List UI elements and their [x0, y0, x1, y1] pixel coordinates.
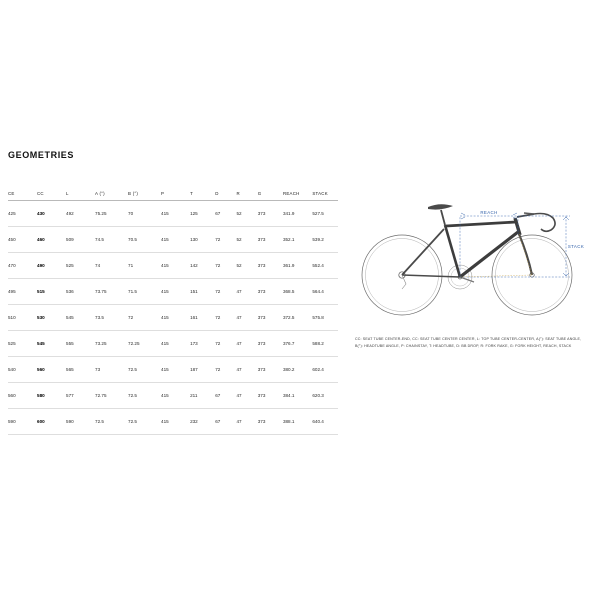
table-cell: 415 [161, 315, 169, 320]
table-cell: 540 [8, 367, 16, 372]
table-cell: 67 [215, 211, 221, 216]
table-cell: 470 [8, 263, 16, 268]
table-cell: 67 [215, 393, 221, 398]
handlebar-icon [534, 214, 555, 232]
table-cell: 575.8 [312, 315, 324, 320]
table-cell: 539.2 [312, 237, 324, 242]
table-cell: 72.25 [128, 341, 140, 346]
table-cell: 415 [161, 289, 169, 294]
table-cell: 415 [161, 263, 169, 268]
table-cell: 161 [190, 315, 198, 320]
table-body [8, 201, 338, 435]
column-header: REACH [283, 186, 312, 201]
table-cell: 72 [128, 315, 134, 320]
table-cell: 70.5 [128, 237, 137, 242]
table-cell: 373 [257, 289, 266, 294]
table-cell: 67 [215, 419, 221, 424]
table-cell: 495 [8, 289, 16, 294]
table-cell: 509 [66, 237, 74, 242]
table-row [8, 357, 338, 383]
table-cell: 525 [8, 341, 16, 346]
table-cell: 536 [66, 289, 74, 294]
table-cell: 47 [236, 289, 242, 294]
table-cell: 425 [8, 211, 16, 216]
table-cell: 490 [37, 263, 45, 268]
stem-icon [517, 214, 534, 217]
table-cell: 47 [236, 367, 242, 372]
table-cell: 545 [66, 315, 74, 320]
table-row [8, 383, 338, 409]
table-row [8, 279, 338, 305]
table-cell: 47 [236, 315, 242, 320]
table-cell: 72 [215, 289, 221, 294]
table-header-row [8, 186, 338, 201]
column-header: T [190, 186, 215, 201]
table-cell: 600 [37, 419, 45, 424]
table-cell: 577 [66, 393, 74, 398]
column-header: CE [8, 186, 37, 201]
table-cell: 602.4 [312, 367, 324, 372]
table-cell: 588.2 [312, 341, 324, 346]
table-cell: 72 [215, 237, 221, 242]
table-cell: 373 [257, 419, 266, 424]
table-cell: 72 [215, 367, 221, 372]
table-cell: 373 [257, 237, 266, 242]
table-cell: 130 [190, 237, 198, 242]
table-cell: 560 [37, 367, 45, 372]
table-cell: 415 [161, 419, 169, 424]
table-cell: 380.2 [282, 367, 295, 372]
table-row [8, 253, 338, 279]
table-cell: 73.75 [95, 289, 107, 294]
table-cell: 384.1 [282, 393, 295, 398]
table-cell: 74.5 [95, 237, 104, 242]
saddle-icon [428, 204, 453, 209]
table-cell: 187 [190, 367, 198, 372]
table-cell: 71.5 [128, 289, 137, 294]
seat-tube-icon [445, 225, 460, 277]
down-tube-icon [460, 232, 518, 277]
column-header: L [66, 186, 95, 201]
table-cell: 47 [236, 419, 242, 424]
bike-drawing-svg [348, 172, 594, 322]
table-cell: 460 [37, 237, 45, 242]
table-cell: 492 [66, 211, 74, 216]
table-cell: 373 [257, 263, 266, 268]
bar-top-icon [524, 213, 534, 214]
table-cell: 72.5 [128, 367, 137, 372]
table-cell: 52 [236, 211, 242, 216]
column-header: STACK [312, 186, 338, 201]
column-header: G [258, 186, 283, 201]
column-header: CC [37, 186, 66, 201]
bike-geometry-diagram [348, 172, 594, 322]
table-cell: 415 [161, 237, 169, 242]
table-cell: 142 [190, 263, 198, 268]
table-cell: 72 [215, 341, 221, 346]
table-cell: 620.3 [312, 393, 324, 398]
column-header: B (°) [128, 186, 161, 201]
table-cell: 47 [236, 393, 242, 398]
table-cell: 527.5 [312, 211, 324, 216]
table-cell: 173 [190, 341, 198, 346]
top-tube-icon [446, 222, 516, 226]
table-cell: 74 [95, 263, 101, 268]
table-cell: 372.5 [282, 315, 295, 320]
table-cell: 52 [236, 263, 242, 268]
table-cell: 388.1 [282, 419, 295, 424]
table-cell: 525 [66, 263, 74, 268]
table-cell: 415 [161, 393, 169, 398]
table-cell: 75.25 [95, 211, 107, 216]
table-cell: 640.4 [312, 419, 324, 424]
table-cell: 125 [190, 211, 198, 216]
table-cell: 555 [66, 341, 74, 346]
table-cell: 415 [161, 211, 169, 216]
table-cell: 373 [257, 315, 266, 320]
table-cell: 341.9 [282, 211, 295, 216]
table-cell: 72.75 [95, 393, 107, 398]
table-cell: 376.7 [282, 341, 295, 346]
table-cell: 73 [95, 367, 101, 372]
table-cell: 47 [236, 341, 242, 346]
column-header: P [161, 186, 190, 201]
column-header: A (°) [95, 186, 128, 201]
column-header: D [215, 186, 236, 201]
table-cell: 560 [8, 393, 16, 398]
table-row [8, 409, 338, 435]
table-cell: 415 [161, 341, 169, 346]
table-cell: 151 [190, 289, 198, 294]
table-cell: 72.5 [128, 393, 137, 398]
table-cell: 72.5 [128, 419, 137, 424]
table-cell: 510 [8, 315, 16, 320]
table-cell: 73.25 [95, 341, 107, 346]
table-cell: 72.5 [95, 419, 104, 424]
column-header: R [237, 186, 258, 201]
table-cell: 530 [37, 315, 45, 320]
table-cell: 361.9 [282, 263, 295, 268]
table-cell: 552.4 [312, 263, 324, 268]
table-cell: 590 [66, 419, 74, 424]
table-cell: 72 [215, 263, 221, 268]
table-cell: 71 [128, 263, 134, 268]
table-row [8, 201, 338, 227]
page-title: GEOMETRIES [8, 150, 75, 160]
table-cell: 564.4 [312, 289, 324, 294]
wheelbase-line [460, 275, 532, 277]
table-cell: 450 [8, 237, 16, 242]
table-cell: 415 [161, 367, 169, 372]
table-cell: 373 [257, 367, 266, 372]
table-cell: 430 [37, 211, 45, 216]
table-cell: 73.5 [95, 315, 104, 320]
table-row [8, 305, 338, 331]
table-cell: 211 [190, 393, 198, 398]
table-row [8, 227, 338, 253]
table-row [8, 331, 338, 357]
table-cell: 52 [236, 237, 242, 242]
table-cell: 515 [37, 289, 45, 294]
geometry-table [8, 186, 338, 435]
table-cell: 580 [37, 393, 45, 398]
table-cell: 373 [257, 211, 266, 216]
table-cell: 373 [257, 341, 266, 346]
table-cell: 72 [215, 315, 221, 320]
table-cell: 352.1 [282, 237, 295, 242]
table-cell: 373 [257, 393, 266, 398]
reach-label: REACH [480, 210, 498, 215]
stack-label: STACK [567, 244, 585, 249]
legend-text: CC: SEAT TUBE CENTER-END, CC: SEAT TUBE CENTER CENTER, L: TOP TUBE CENTER-CENTER, A(°): SEAT TUBE ANGLE, B(°): HEADTUBE ANGLE, P: CHAINSTAY, T: HEADTUBE, D: BB DROP, R: FORK RAKE, G: FORK HEIGHT, REACH, STACK [355, 337, 582, 348]
table-cell: 565 [66, 367, 74, 372]
table-cell: 232 [190, 419, 198, 424]
table-cell: 545 [37, 341, 45, 346]
table-cell: 368.5 [282, 289, 295, 294]
seatpost-icon [441, 210, 445, 225]
table-cell: 590 [8, 419, 16, 424]
table-header [8, 186, 338, 201]
table-cell: 70 [128, 211, 134, 216]
